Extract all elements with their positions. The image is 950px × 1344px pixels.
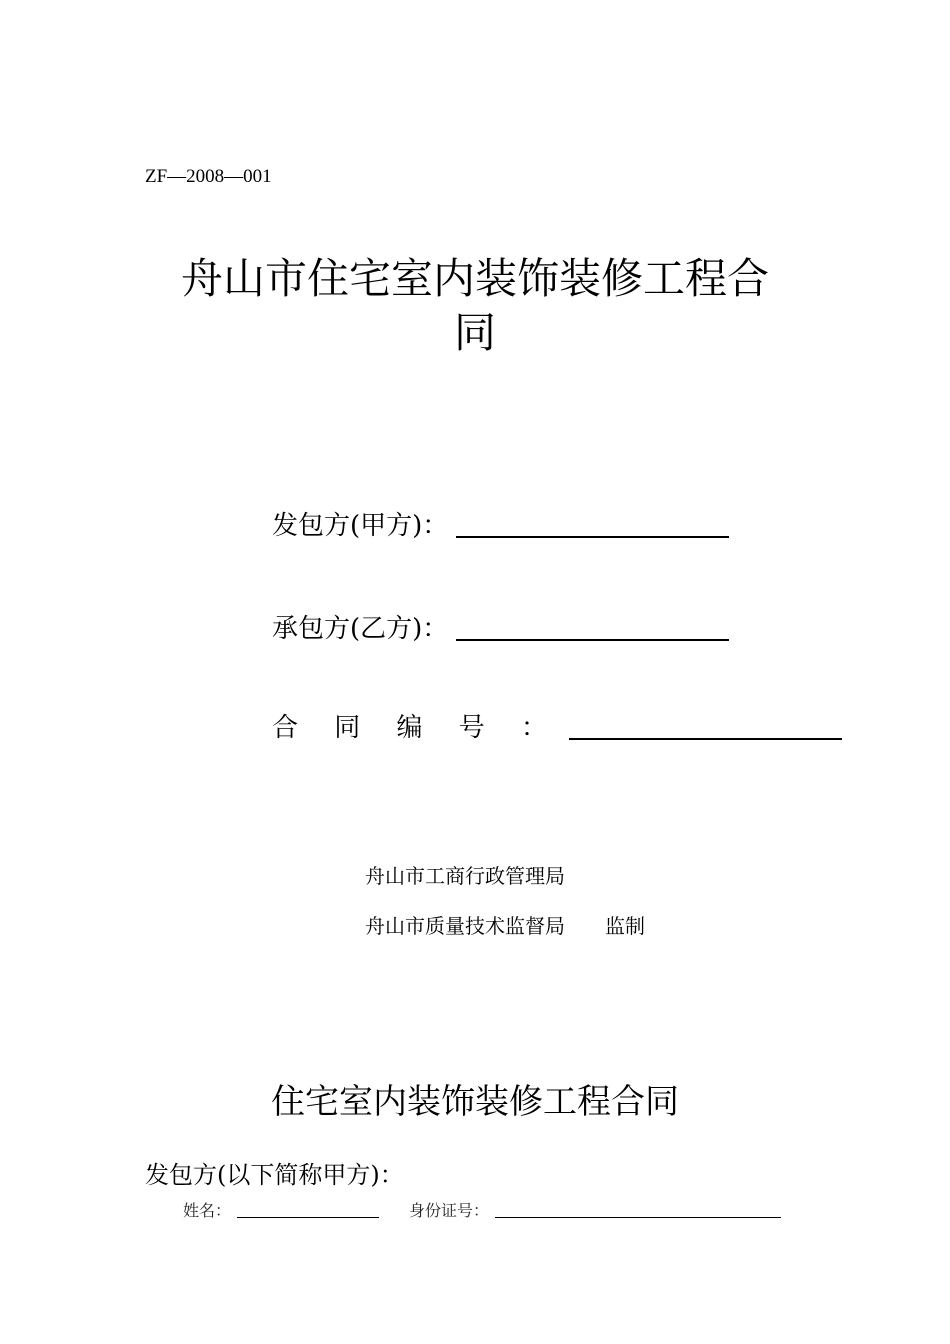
employer-party-label: 发包方(以下简称甲方)： [145, 1161, 404, 1189]
supervise-label: 监制 [605, 914, 645, 938]
contractor-field [272, 605, 729, 645]
id-number-label: 身份证号： [409, 1201, 490, 1220]
employer-field [272, 502, 729, 542]
main-title-line-1: 舟山市住宅室内装饰装修工程合 [180, 254, 769, 303]
main-title [150, 252, 800, 360]
id-number-fill-line [495, 1216, 781, 1218]
name-label: 姓名： [183, 1201, 232, 1220]
contractor-fill-line [456, 638, 729, 641]
employer-identity-row [183, 1198, 781, 1221]
main-title-line-2: 同 [453, 308, 496, 357]
contract-number-fill-line [569, 737, 842, 740]
employer-fill-line [456, 535, 729, 538]
contract-number-label: 合 同 编 号 ： [272, 713, 562, 743]
employer-label: 发包方(甲方)： [272, 511, 449, 541]
contractor-label: 承包方(乙方)： [272, 614, 449, 644]
contract-sub-title: 住宅室内装饰装修工程合同 [271, 1082, 679, 1122]
authority-line-1: 舟山市工商行政管理局 [365, 864, 565, 888]
name-fill-line [237, 1216, 379, 1218]
authority-quality-bureau: 舟山市质量技术监督局 [365, 914, 565, 938]
authority-line-2 [365, 910, 645, 939]
contract-number-field [272, 704, 842, 744]
document-code: ZF—2008—001 [145, 166, 272, 187]
